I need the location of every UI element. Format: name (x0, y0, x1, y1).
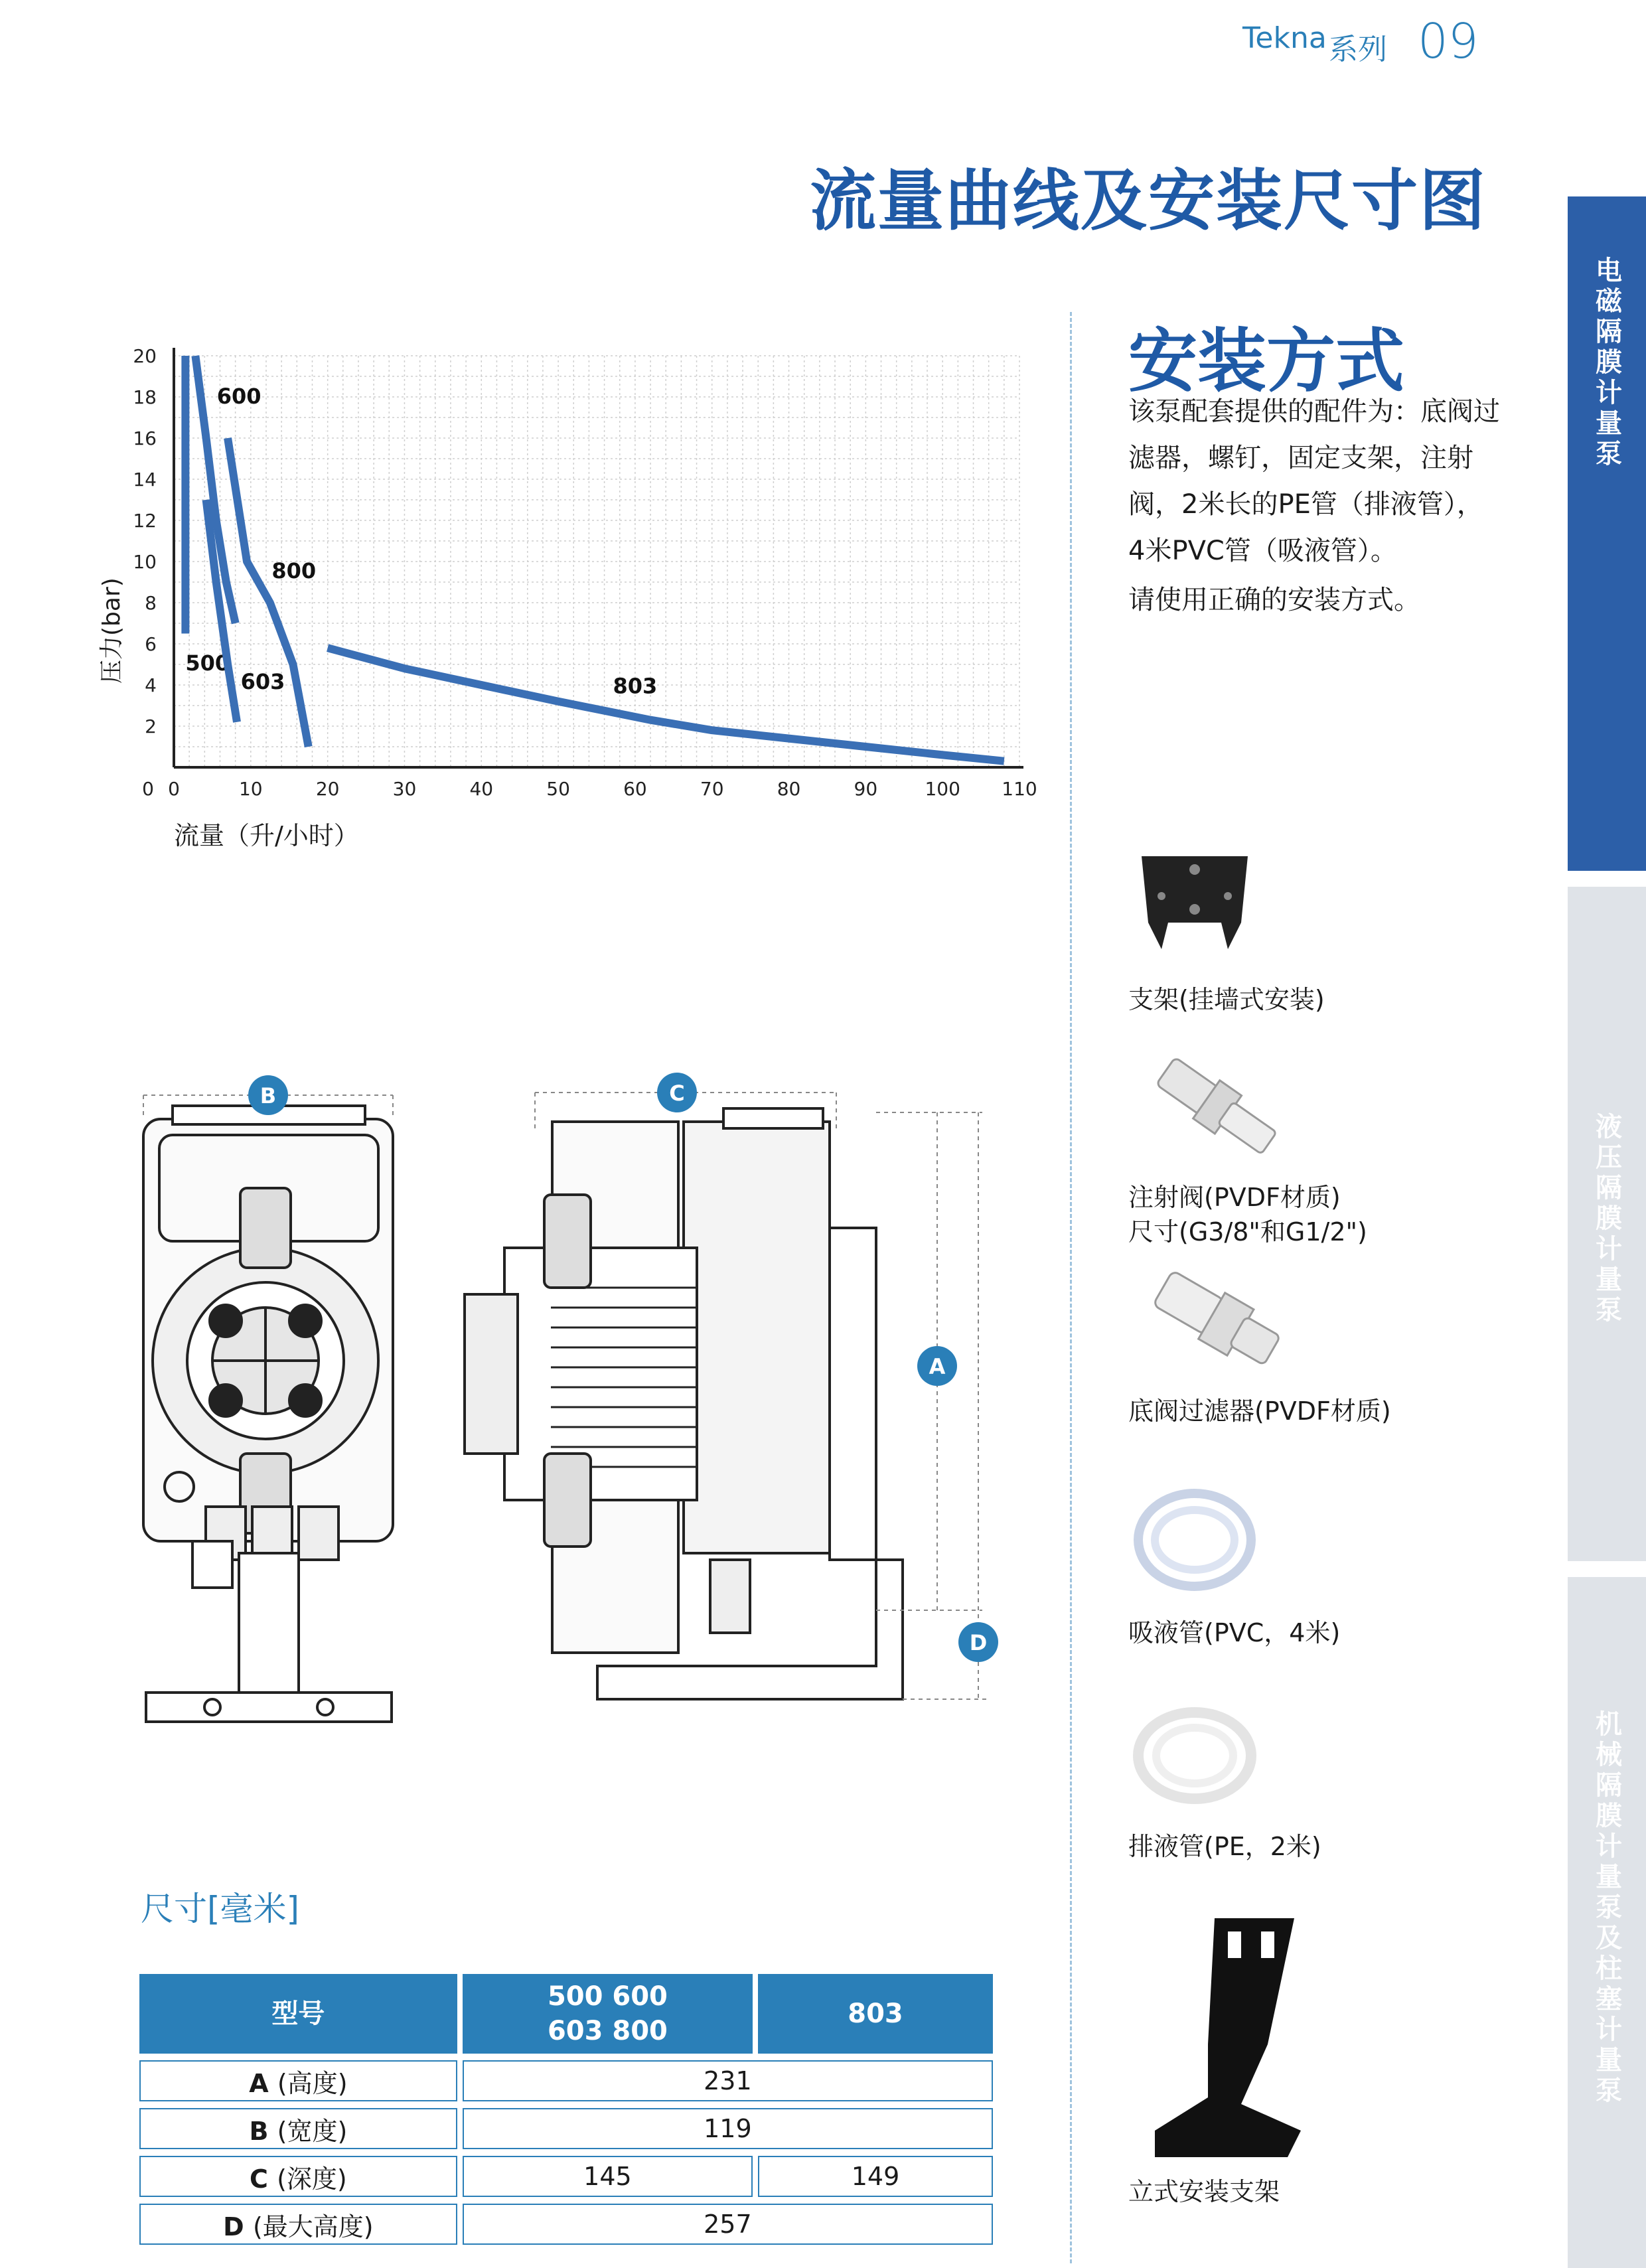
accessory-label-discharge-tube: 排液管(PE，2米) (1128, 1832, 1321, 1861)
y-tick-label: 8 (145, 592, 157, 614)
row-letter: A (249, 2068, 269, 2098)
row-value: 231 (463, 2060, 993, 2101)
side-tab-label: 电磁隔膜计量泵 (1591, 256, 1622, 470)
suction-tube-image (1128, 1474, 1261, 1606)
dimensions-table (134, 1967, 998, 2251)
dimensions-title: 尺寸[毫米] (141, 1890, 300, 1928)
brand-name: Tekna (1242, 21, 1327, 55)
x-tick-label: 40 (469, 778, 494, 800)
row-letter: B (249, 2116, 269, 2146)
dim-label-c: C (669, 1081, 685, 1106)
dim-label-a: A (929, 1354, 946, 1379)
dim-label-d: D (969, 1630, 988, 1655)
x-tick-label: 50 (546, 778, 570, 800)
pump-front-view (143, 1106, 393, 1722)
series-label-600: 600 (216, 384, 262, 409)
table-header-cell: 500 600 603 800 (463, 1974, 753, 2054)
vertical-stand-image (1142, 1912, 1301, 2164)
x-tick-label: 70 (700, 778, 724, 800)
row-sub-label: (最大高度) (252, 2212, 374, 2241)
y-tick-label: 10 (133, 551, 157, 573)
table-row (139, 2108, 993, 2149)
dim-d (903, 1112, 989, 1699)
table-row (139, 2060, 993, 2101)
series-label-800: 800 (271, 558, 317, 583)
table-header-row (139, 1974, 993, 2054)
row-letter: C (249, 2164, 268, 2194)
row-label (139, 2108, 457, 2149)
flow-pressure-chart (100, 332, 1042, 810)
x-tick-label: 100 (925, 778, 960, 800)
side-tab-label: 机械隔膜计量泵及柱塞计量泵 (1591, 1710, 1622, 2107)
accessory-label-suction-tube: 吸液管(PVC，4米) (1128, 1618, 1341, 1647)
row-label (139, 2156, 457, 2197)
y-tick-label: 4 (145, 674, 157, 696)
side-tab-electromagnetic[interactable] (1568, 196, 1646, 871)
x-tick-label: 110 (1002, 778, 1037, 800)
series-label-500: 500 (185, 650, 230, 676)
x-tick-label: 60 (623, 778, 647, 800)
y-tick-label: 2 (145, 716, 157, 737)
row-value: 145 (463, 2156, 753, 2197)
series-label: 系列 (1329, 33, 1387, 66)
row-value: 257 (463, 2204, 993, 2245)
row-label (139, 2060, 457, 2101)
y-tick-label: 14 (133, 469, 157, 491)
side-tab-label: 液压隔膜计量泵 (1591, 1112, 1622, 1326)
injection-valve-image (1142, 1042, 1288, 1168)
install-note: 请使用正确的安装方式。 (1128, 585, 1420, 615)
accessory-label-foot-valve: 底阀过滤器(PVDF材质) (1128, 1397, 1391, 1426)
accessory-label-injection-valve: 注射阀(PVDF材质) 尺寸(G3/8"和G1/2") (1128, 1183, 1367, 1247)
y-tick-label: 20 (133, 345, 157, 367)
foot-valve-filter-image (1142, 1254, 1288, 1381)
column-divider (1070, 312, 1072, 2263)
install-description: 该泵配套提供的配件为：底阀过滤器，螺钉，固定支架，注射阀，2米长的PE管（排液管），4米PVC管（吸液管）。 (1128, 396, 1500, 566)
series-label-603: 603 (240, 669, 285, 695)
pump-dimension-drawings (133, 1029, 1049, 1732)
chart-y-axis-label: 压力(bar) (98, 577, 125, 684)
wall-bracket-image (1128, 843, 1261, 956)
accessory-label-bracket: 支架(挂墙式安装) (1128, 985, 1325, 1014)
table-row (139, 2204, 993, 2245)
x-tick-label: 0 (168, 778, 180, 800)
x-tick-label: 80 (777, 778, 801, 800)
accessory-label-vertical-stand: 立式安装支架 (1128, 2177, 1280, 2206)
series-line-800 (228, 438, 309, 747)
install-title: 安装方式 (1128, 321, 1405, 402)
side-tab-hydraulic[interactable] (1568, 887, 1646, 1561)
table-row (139, 2156, 993, 2197)
y-tick-label: 12 (133, 510, 157, 532)
discharge-tube-image (1128, 1689, 1261, 1822)
page-title: 流量曲线及安装尺寸图 (810, 162, 1487, 240)
row-sub-label: (深度) (277, 2164, 347, 2194)
y-tick-label: 18 (133, 386, 157, 408)
row-sub-label: (宽度) (277, 2116, 348, 2146)
table-header-cell: 型号 (139, 1974, 457, 2054)
pump-side-view (465, 1108, 903, 1699)
chart-x-axis-label: 流量（升/小时） (174, 821, 359, 850)
y-tick-label: 6 (145, 633, 157, 655)
page-number: 09 (1418, 13, 1479, 69)
row-label (139, 2204, 457, 2245)
dim-label-b: B (260, 1083, 277, 1108)
row-value: 149 (758, 2156, 993, 2197)
row-sub-label: (高度) (277, 2068, 348, 2098)
x-tick-label: 90 (854, 778, 878, 800)
row-letter: D (223, 2212, 244, 2241)
series-label-803: 803 (613, 673, 658, 699)
x-tick-label: 20 (315, 778, 340, 800)
y-tick-label: 0 (142, 778, 154, 800)
x-tick-label: 30 (392, 778, 417, 800)
table-header-cell: 803 (758, 1974, 993, 2054)
side-tab-mechanical[interactable] (1568, 1577, 1646, 2268)
row-value: 119 (463, 2108, 993, 2149)
x-tick-label: 10 (238, 778, 263, 800)
y-tick-label: 16 (133, 427, 157, 449)
